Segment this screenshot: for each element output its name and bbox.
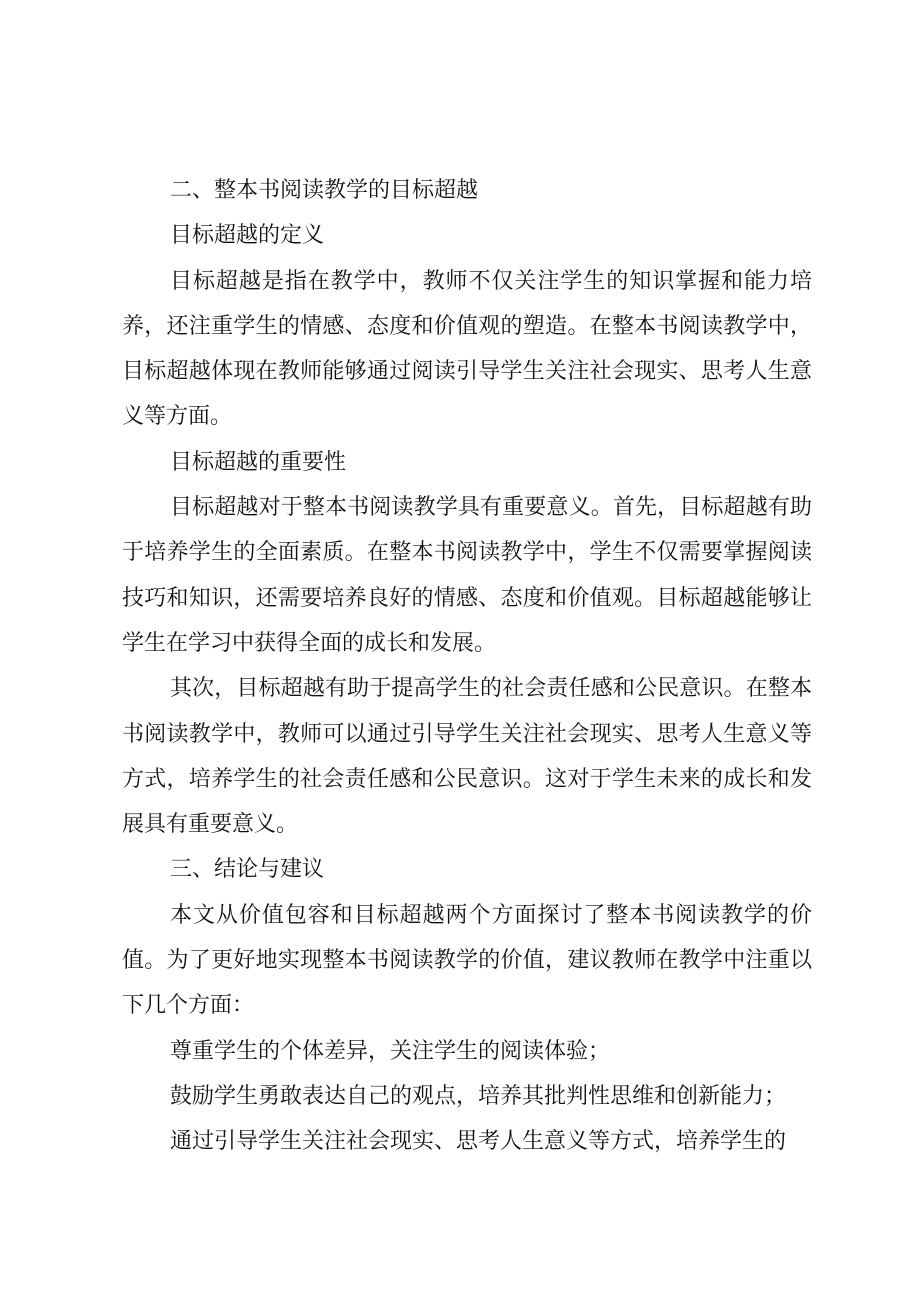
subheading-importance: 目标超越的重要性 <box>170 449 347 475</box>
paragraph-definition: 目标超越是指在教学中，教师不仅关注学生的知识掌握和能力培养，还注重学生的情感、态度和价值观的塑造。在整本书阅读教学中，目标超越体现在教师能够通过阅读引导学生关注社会现实、思考人生意义等方面。 <box>122 268 812 430</box>
suggestion-item-1: 尊重学生的个体差异，关注学生的阅读体验； <box>170 1038 611 1064</box>
section-heading-conclusion: 三、结论与建议 <box>170 857 325 883</box>
suggestion-item-2: 鼓励学生勇敢表达自己的观点，培养其批判性思维和创新能力； <box>170 1083 787 1109</box>
paragraph-importance-second: 其次，目标超越有助于提高学生的社会责任感和公民意识。在整本书阅读教学中，教师可以通过引导学生关注社会现实、思考人生意义等方式，培养学生的社会责任感和公民意识。这对于学生未来的成长和发展具有重要意义。 <box>122 676 812 838</box>
document-body <box>122 168 812 1165</box>
section-heading-goal-transcendence: 二、整本书阅读教学的目标超越 <box>170 178 479 203</box>
subheading-definition: 目标超越的定义 <box>170 223 325 249</box>
paragraph-importance-first: 目标超越对于整本书阅读教学具有重要意义。首先，目标超越有助于培养学生的全面素质。在整本书阅读教学中，学生不仅需要掌握阅读技巧和知识，还需要培养良好的情感、态度和价值观。目标超越能够让学生在学习中获得全面的成长和发展。 <box>122 495 812 656</box>
suggestion-item-3: 通过引导学生关注社会现实、思考人生意义等方式，培养学生的 <box>170 1129 787 1155</box>
paragraph-conclusion: 本文从价值包容和目标超越两个方面探讨了整本书阅读教学的价值。为了更好地实现整本书阅读教学的价值，建议教师在教学中注重以下几个方面： <box>122 902 812 1019</box>
